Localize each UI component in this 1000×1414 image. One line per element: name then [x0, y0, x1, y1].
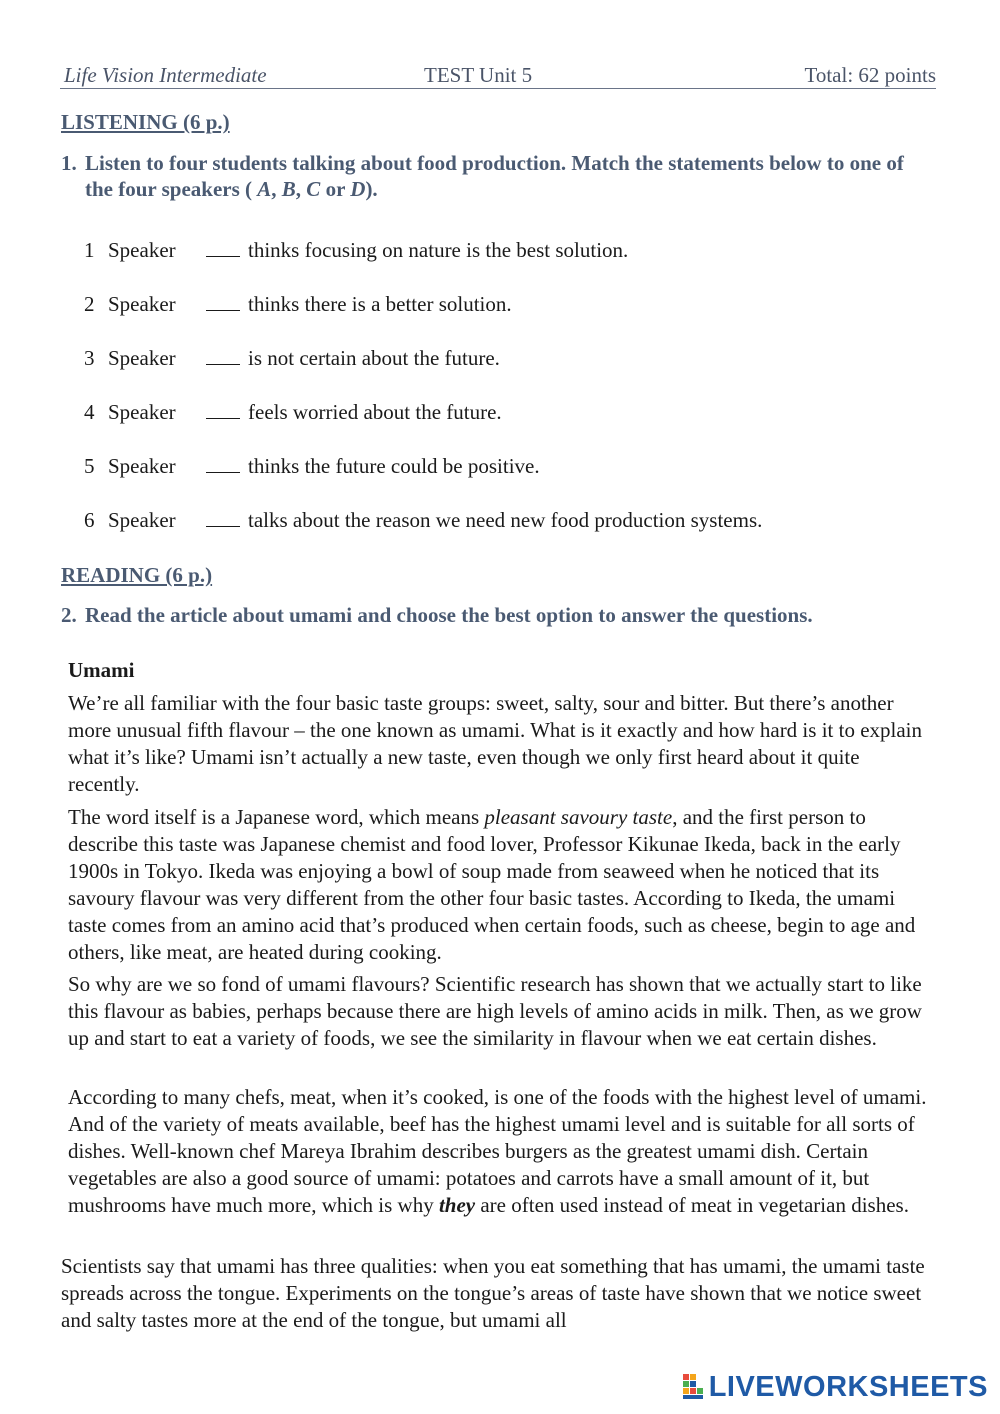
article-paragraph-1: We’re all familiar with the four basic taste groups: sweet, salty, sour and bitter. But there’s another more unusual fifth flavour – the one known as umami. What is it exactly and how hard is it to explain what it’s like? Umami isn’t actually a new taste, even though we only first heard about it quite recently.	[68, 691, 923, 796]
task-number: 2.	[61, 603, 77, 627]
question-row: 1 Speaker thinks focusing on nature is the best solution.	[84, 238, 629, 262]
book-title: Life Vision Intermediate	[64, 63, 267, 87]
liveworksheets-logo-icon	[683, 1374, 705, 1400]
liveworksheets-logo	[683, 1372, 988, 1402]
answer-blank[interactable]	[206, 294, 240, 311]
answer-blank[interactable]	[206, 240, 240, 257]
article-paragraph-5: Scientists say that umami has three qualities: when you eat something that has umami, the umami taste spreads across the tongue. Experiments on the tongue’s areas of taste have shown that we notice sweet and salty tastes more at the end of the tongue, but umami all	[61, 1254, 925, 1332]
total-points: Total: 62 points	[804, 63, 936, 87]
answer-blank[interactable]	[206, 510, 240, 527]
answer-blank[interactable]	[206, 402, 240, 419]
task-instructions: Read the article about umami and choose the best option to answer the questions.	[85, 603, 813, 627]
question-row: 5 Speaker thinks the future could be positive.	[84, 454, 540, 478]
test-title: TEST Unit 5	[424, 63, 533, 87]
listening-task	[61, 150, 921, 202]
question-row: 4 Speaker feels worried about the future.	[84, 400, 502, 424]
page-header	[60, 60, 936, 89]
listening-heading: LISTENING (6 p.)	[61, 110, 230, 134]
article-paragraph-2: The word itself is a Japanese word, which means pleasant savoury taste, and the first person to describe this taste was Japanese chemist and food lover, Professor Kikunae Ikeda, back in the early 1900s in Tokyo. Ikeda was enjoying a bowl of soup made from seaweed when he noticed that its savoury flavour was very different from the other four basic tastes. According to Ikeda, the umami taste comes from an amino acid that’s produced when certain foods, such as cheese, begin to age and others, like meat, are heated during cooking.	[68, 805, 916, 964]
article-title: Umami	[68, 658, 135, 682]
question-row: 2 Speaker thinks there is a better solution.	[84, 292, 512, 316]
task-instructions: Listen to four students talking about food production. Match the statements below to one of the four speakers ( A, B, C or D).	[85, 151, 904, 201]
task-number: 1.	[61, 151, 77, 175]
answer-blank[interactable]	[206, 456, 240, 473]
question-row: 6 Speaker talks about the reason we need new food production systems.	[84, 508, 763, 532]
answer-blank[interactable]	[206, 348, 240, 365]
reading-task	[61, 602, 921, 628]
reading-heading: READING (6 p.)	[61, 563, 213, 587]
question-row: 3 Speaker is not certain about the future.	[84, 346, 500, 370]
article-paragraph-4: According to many chefs, meat, when it’s cooked, is one of the foods with the highest level of umami. And of the variety of meats available, beef has the highest umami level and is suitable for all sorts of dishes. Well-known chef Mareya Ibrahim describes burgers as the greatest umami dish. Certain vegetables are also a good source of umami: potatoes and carrots have a small amount of it, but mushrooms have much more, which is why they are often used instead of meat in vegetarian dishes.	[68, 1085, 927, 1217]
logo-text: LIVEWORKSHEETS	[708, 1370, 988, 1403]
article-paragraph-3: So why are we so fond of umami flavours? Scientific research has shown that we actually start to like this flavour as babies, perhaps because there are high levels of amino acids in milk. Then, as we grow up and start to eat a variety of foods, we see the similarity in flavour when we eat certain dishes.	[68, 972, 922, 1050]
